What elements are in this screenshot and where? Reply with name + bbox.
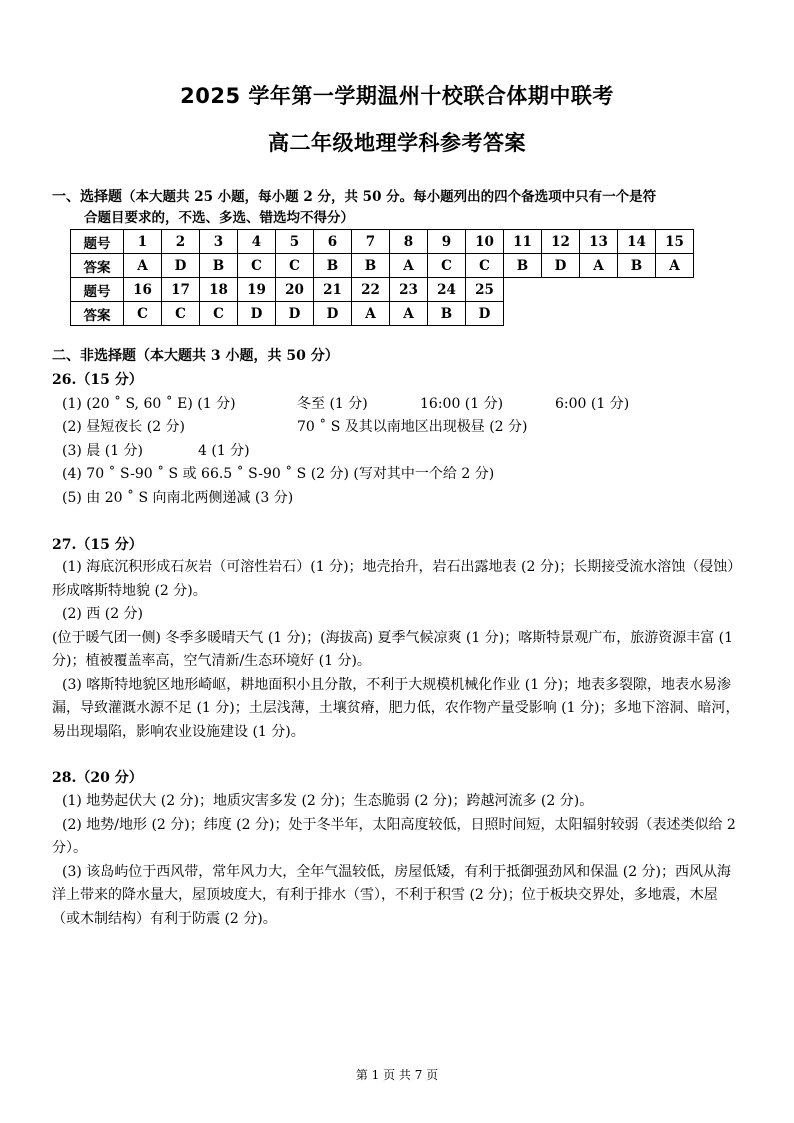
table-row-answers bbox=[71, 254, 694, 278]
answer-cell: A bbox=[124, 254, 162, 278]
answer-cell: D bbox=[276, 302, 314, 326]
answer-cell: C bbox=[238, 254, 276, 278]
answer-cell: D bbox=[162, 254, 200, 278]
question-number: 11 bbox=[504, 230, 542, 254]
table-row-numbers bbox=[71, 278, 504, 302]
answer-cell: B bbox=[352, 254, 390, 278]
exam-title: 2025 学年第一学期温州十校联合体期中联考 bbox=[180, 84, 614, 108]
question-number: 18 bbox=[200, 278, 238, 302]
table-row-answers bbox=[71, 302, 504, 326]
q26-answer-2a: (2) 昼短夜长 (2 分) bbox=[62, 419, 186, 435]
answer-cell: C bbox=[200, 302, 238, 326]
row-label-answer: 答案 bbox=[71, 302, 124, 326]
q26-answer-4: (4) 70 ˚ S-90 ˚ S 或 66.5 ˚ S-90 ˚ S (2 分) (写对其中一个给 2 分) bbox=[62, 466, 495, 482]
answer-cell: C bbox=[162, 302, 200, 326]
answer-cell: D bbox=[542, 254, 580, 278]
answer-cell: D bbox=[238, 302, 276, 326]
q26-answer-5: (5) 由 20 ˚ S 向南北两侧递减 (3 分) bbox=[62, 490, 294, 506]
q27-part-2: (2) 西 (2 分) bbox=[62, 606, 144, 622]
question-number: 21 bbox=[314, 278, 352, 302]
q26-answer-1d: 6:00 (1 分) bbox=[555, 396, 630, 412]
section1-note-line2: 合题目要求的，不选、多选、错选均不得分） bbox=[84, 210, 354, 226]
question-28-heading: 28.（20 分） bbox=[52, 770, 143, 786]
q26-answer-3b: 4 (1 分) bbox=[198, 443, 250, 459]
answer-cell: A bbox=[352, 302, 390, 326]
section1-heading: 一、选择题 bbox=[52, 189, 122, 205]
answer-cell: D bbox=[466, 302, 504, 326]
answer-cell: A bbox=[390, 302, 428, 326]
question-26-heading: 26.（15 分） bbox=[52, 372, 143, 388]
question-number: 16 bbox=[124, 278, 162, 302]
question-number: 2 bbox=[162, 230, 200, 254]
question-number: 14 bbox=[618, 230, 656, 254]
q27-part-3: (3) 喀斯特地貌区地形崎岖，耕地面积小且分散，不利于大规模机械化作业 (1 分)；地表多裂隙，地表水易渗漏，导致灌溉水源不足 (1 分)；土层浅薄，土壤贫瘠，肥力低，农作物产量受影响 (1 分)；多地下溶洞、暗河，易出现塌陷，影响农业设施建设 (1 分)。 bbox=[52, 676, 740, 740]
answer-cell: B bbox=[504, 254, 542, 278]
question-number: 25 bbox=[466, 278, 504, 302]
answer-cell: C bbox=[428, 254, 466, 278]
q27-part-2-detail: (位于暖气团一侧) 冬季多暖晴天气 (1 分)；(海拔高) 夏季气候凉爽 (1 分)；喀斯特景观广布，旅游资源丰富 (1 分)；植被覆盖率高，空气清新/生态环境好 (1 分)。 bbox=[52, 629, 734, 669]
question-number: 20 bbox=[276, 278, 314, 302]
question-number: 4 bbox=[238, 230, 276, 254]
q28-part-3: (3) 该岛屿位于西风带，常年风力大，全年气温较低，房屋低矮，有利于抵御强劲风和保温 (2 分)；西风从海洋上带来的降水量大，屋顶坡度大，有利于排水（雪），不利于积雪 (2 分)；位于板块交界处，多地震，木屋（或木制结构）有利于防震 (2 分)。 bbox=[52, 863, 732, 927]
question-number: 9 bbox=[428, 230, 466, 254]
answer-cell: B bbox=[428, 302, 466, 326]
q28-part-2: (2) 地势/地形 (2 分)；纬度 (2 分)；处于冬半年，太阳高度较低，日照时间短，太阳辐射较弱（表述类似给 2 分）。 bbox=[52, 816, 736, 856]
answer-cell: B bbox=[314, 254, 352, 278]
page-number: 第 1 页 共 7 页 bbox=[355, 1068, 439, 1082]
question-number: 23 bbox=[390, 278, 428, 302]
answer-cell: C bbox=[276, 254, 314, 278]
section1-instructions bbox=[52, 187, 772, 229]
section2-heading: 二、非选择题（本大题共 3 小题，共 50 分） bbox=[52, 348, 339, 364]
question-number: 7 bbox=[352, 230, 390, 254]
question-number: 8 bbox=[390, 230, 428, 254]
question-number: 19 bbox=[238, 278, 276, 302]
exam-subtitle: 高二年级地理学科参考答案 bbox=[268, 131, 526, 155]
q26-answer-2b: 70 ˚ S 及其以南地区出现极昼 (2 分) bbox=[297, 419, 528, 435]
question-number: 15 bbox=[656, 230, 694, 254]
question-number: 24 bbox=[428, 278, 466, 302]
q26-answer-1a: (1) (20 ˚ S, 60 ˚ E) (1 分) bbox=[62, 396, 236, 412]
q28-answers bbox=[52, 790, 742, 931]
row-label-answer: 答案 bbox=[71, 254, 124, 278]
question-number: 6 bbox=[314, 230, 352, 254]
question-number: 12 bbox=[542, 230, 580, 254]
row-label-number: 题号 bbox=[71, 278, 124, 302]
question-number: 10 bbox=[466, 230, 504, 254]
question-27-heading: 27.（15 分） bbox=[52, 537, 143, 553]
answer-cell: A bbox=[390, 254, 428, 278]
section1-note-line1: （本大题共 25 小题，每小题 2 分，共 50 分。每小题列出的四个备选项中只有一个是符 bbox=[122, 189, 657, 205]
answer-table-2 bbox=[70, 277, 504, 326]
answer-cell: A bbox=[580, 254, 618, 278]
question-number: 13 bbox=[580, 230, 618, 254]
q27-part-1: (1) 海底沉积形成石灰岩（可溶性岩石）(1 分)；地壳抬升，岩石出露地表 (2 分)；长期接受流水溶蚀（侵蚀）形成喀斯特地貌 (2 分)。 bbox=[52, 559, 742, 599]
q28-part-1: (1) 地势起伏大 (2 分)；地质灾害多发 (2 分)；生态脆弱 (2 分)；跨越河流多 (2 分)。 bbox=[62, 793, 594, 809]
q26-answer-1b: 冬至 (1 分) bbox=[297, 396, 368, 412]
answer-cell: B bbox=[618, 254, 656, 278]
table-row-numbers bbox=[71, 230, 694, 254]
q26-answer-3a: (3) 晨 (1 分) bbox=[62, 443, 144, 459]
q27-answers bbox=[52, 556, 742, 744]
question-number: 1 bbox=[124, 230, 162, 254]
q26-answer-1c: 16:00 (1 分) bbox=[420, 396, 504, 412]
question-number: 17 bbox=[162, 278, 200, 302]
answer-cell: B bbox=[200, 254, 238, 278]
question-number: 5 bbox=[276, 230, 314, 254]
row-label-number: 题号 bbox=[71, 230, 124, 254]
answer-cell: C bbox=[466, 254, 504, 278]
answer-cell: A bbox=[656, 254, 694, 278]
question-number: 3 bbox=[200, 230, 238, 254]
answer-cell: D bbox=[314, 302, 352, 326]
answer-cell: C bbox=[124, 302, 162, 326]
question-number: 22 bbox=[352, 278, 390, 302]
answer-table-1 bbox=[70, 229, 694, 278]
